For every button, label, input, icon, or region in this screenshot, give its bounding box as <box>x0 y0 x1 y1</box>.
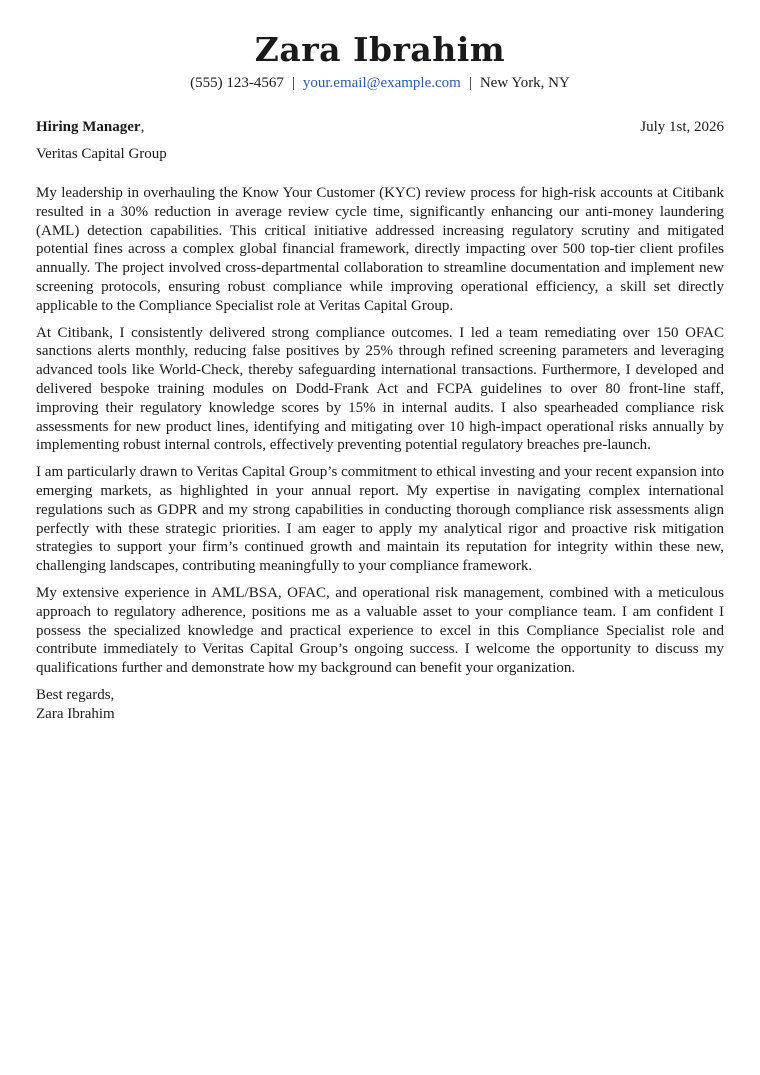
body-paragraph: I am particularly drawn to Veritas Capital Group’s commitment to ethical investing and your recent expansion into emerging markets, as highlighted in your annual report. My expertise in navigating complex international regulations such as GDPR and my strong capabilities in conducting thorough compliance risk assessments align perfectly with these strategic priorities. I am eager to apply my analytical rigor and proactive risk mitigation strategies to support your firm’s continued growth and maintain its reputation for integrity within these new, challenging landscapes, contributing meaningfully to your compliance framework. <box>36 464 724 575</box>
body-paragraph: At Citibank, I consistently delivered strong compliance outcomes. I led a team remediating over 150 OFAC sanctions alerts monthly, reducing false positives by 25% through refined screening parameters and leveraging advanced tools like World-Check, thereby safeguarding international transactions. Furthermore, I developed and delivered bespoke training modules on Dodd-Frank Act and FCPA guidelines to over 80 front-line staff, improving their regulatory knowledge scores by 15% in internal audits. I also spearheaded compliance risk assessments for new product lines, identifying and mitigating over 10 high-impact operational risks annually by implementing robust internal controls, effectively preventing potential regulatory breaches pre-launch. <box>36 324 724 454</box>
body-paragraph: My extensive experience in AML/BSA, OFAC, and operational risk management, combined with a meticulous approach to regulatory adherence, positions me as a valuable asset to your compliance team. I am confident I possess the specialized knowledge and practical experience to excel in this Compliance Specialist role and contribute immediately to Veritas Capital Group’s ongoing success. I welcome the opportunity to discuss my qualifications further and demonstrate how my background can benefit your organization. <box>36 584 724 677</box>
separator: | <box>291 75 295 91</box>
salutation <box>36 117 144 137</box>
recipient-company: Veritas Capital Group <box>36 146 167 162</box>
location: New York, NY <box>479 75 570 91</box>
body-paragraph: My leadership in overhauling the Know Your Customer (KYC) review process for high-risk accounts at Citibank resulted in a 30% reduction in average review cycle time, significantly enhancing our anti-money laundering (AML) detection capabilities. This critical initiative addressed increasing regulatory scrutiny and mitigated potential fines across a complex global financial framework, directly impacting over 500 top-tier client profiles annually. The project involved cross-departmental collaboration to streamline documentation and implement new screening protocols, ensuring robust compliance while improving operational efficiency, a skill set directly applicable to the Compliance Specialist role at Veritas Capital Group. <box>36 185 724 314</box>
salutation-punct: , <box>140 119 145 135</box>
closing-block <box>36 686 724 724</box>
closing-phrase: Best regards, <box>36 686 115 703</box>
phone-number: (555) 123-4567 <box>190 75 284 91</box>
applicant-name: Zara Ibrahim <box>254 30 506 69</box>
letter-date: July 1st, 2026 <box>640 119 724 135</box>
recipient-name: Hiring Manager <box>36 119 141 135</box>
contact-line <box>36 73 724 93</box>
recipient-date-row <box>36 117 724 137</box>
letter-body <box>36 184 724 678</box>
signature: Zara Ibrahim <box>36 705 115 722</box>
cover-letter-page <box>36 0 724 724</box>
email-link[interactable]: your.email@example.com <box>302 75 461 91</box>
separator: | <box>468 75 472 91</box>
